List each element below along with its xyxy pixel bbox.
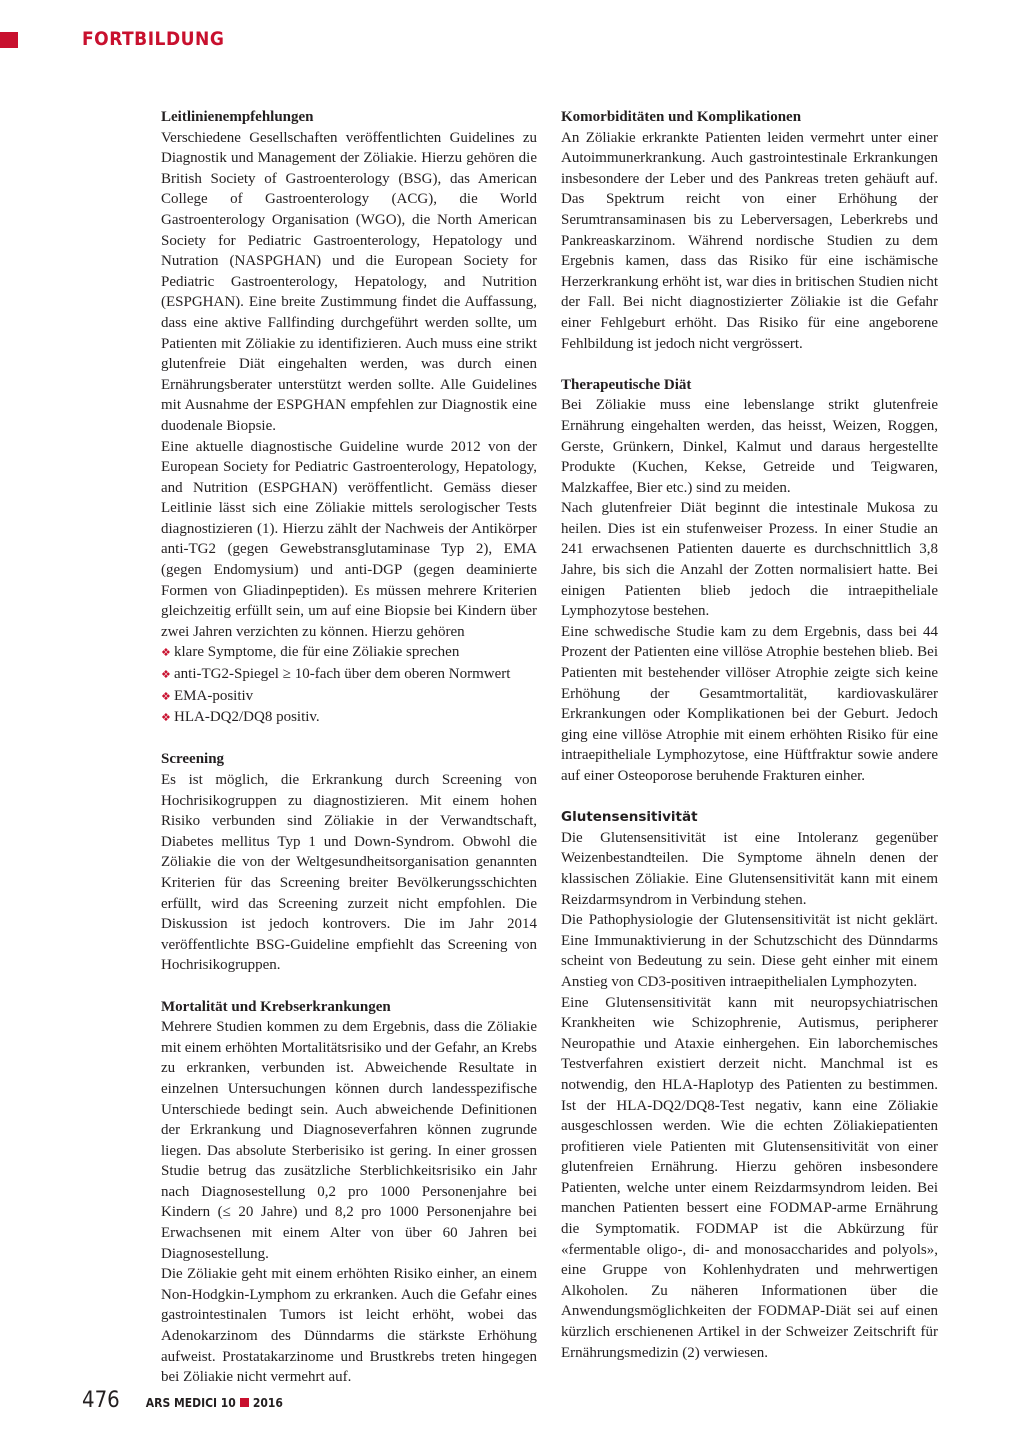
paragraph: Es ist möglich, die Erkrankung durch Screening von Hochrisikogruppen zu diagnostizieren. Mit einem hohen Risiko verbunden sind Zöliakie in der Verwandtschaft, Diabetes mellitus Typ 1 und Down-Syndrom. Obwohl die Zöliakie die von der Weltgesundheitsorganisation genannten Kriterien für das Screening breiter Bevölkerungsschichten erfüllt, wird das Screening zurzeit nicht empfohlen. Die Diskussion ist jedoch kontrovers. Die im Jahr 2014 veröffentlichte BSG-Guideline empfiehlt das Screening von Hochrisikogruppen. (161, 772, 537, 974)
heading-glutensensitivitaet: Glutensensitivität (561, 809, 698, 826)
paragraph: Nach glutenfreier Diät beginnt die intestinale Mukosa zu heilen. Dies ist ein stufenweiser Prozess. In einer Studie an 241 erwachsenen Patienten dauerte es durchschnittlich 3,8 Jahre, bis sich die Anzahl der Zotten normalisiert hatte. Bei einigen Patienten blieb jedoch die intraepitheliale Lymphozytose bestehen. (561, 500, 938, 620)
list-item (161, 664, 537, 686)
paragraph: Eine aktuelle diagnostische Guideline wurde 2012 von der European Society for Pediatric Gastroenterology, Hepatology, and Nutrition (ESPGHAN) veröffentlicht. Gemäss dieser Leitlinie lässt sich eine Zöliakie mittels serologischer Tests diagnostizieren (1). Hierzu zählt der Nachweis der Antikörper anti-TG2 (gegen Gewebstransglutaminase Typ 2), EMA (gegen Endomysium) und anti-DGP (gegen deaminierte Formen von Gliadinpeptiden). Es müssen mehrere Kriterien gleichzeitig erfüllt sein, um auf eine Biopsie bei Kindern über zwei Jahren verzichten zu können. Hierzu gehören (161, 438, 537, 640)
heading-therapeutische-diaet: Therapeutische Diät (561, 376, 692, 393)
footer-square-icon (240, 1398, 249, 1407)
paragraph: Bei Zöliakie muss eine lebenslange strikt glutenfreie Ernährung eingehalten werden, das heisst, Weizen, Roggen, Gerste, Grünkern, Dinkel, Kalmut und daraus hergestellte Produkte (Kuchen, Kekse, Getreide und Teigwaren, Malzkaffee, Bier etc.) sind zu meiden. (561, 397, 938, 496)
list-item-text: HLA-DQ2/DQ8 positiv. (174, 709, 320, 726)
list-item-text: klare Symptome, die für eine Zöliakie sprechen (174, 644, 460, 661)
diamond-bullet-icon: ❖ (161, 689, 171, 703)
list-item (161, 642, 537, 664)
journal-year: 2016 (252, 1396, 283, 1410)
list-item (161, 686, 537, 708)
diamond-bullet-icon: ❖ (161, 646, 171, 660)
paragraph: Mehrere Studien kommen zu dem Ergebnis, dass die Zöliakie mit einem erhöhten Mortalitätsrisiko und der Gefahr, an Krebs zu erkranken, verbunden ist. Abweichende Resultate in einzelnen Untersuchungen können durch landesspezifische Unterschiede bedingt sein. Auch abweichende Definitionen der Erkrankung und Diagnoseverfahren können zugrunde liegen. Das absolute Sterberisiko ist gering. In einer grossen Studie betrug das zusätzliche Sterblichkeitsrisiko ein Jahr nach Diagnosestellung 0,2 pro 1000 Personenjahre bei Kindern (≤ 20 Jahre) und 8,2 pro 1000 Personenjahre bei Erwachsenen mit einem Alter von über 60 Jahren bei Diagnosestellung. (161, 1019, 537, 1262)
list-item-text: anti-TG2-Spiegel ≥ 10-fach über dem oberen Normwert (174, 666, 511, 683)
heading-komorbiditaeten: Komorbiditäten und Komplikationen (561, 109, 802, 125)
paragraph: Eine schwedische Studie kam zu dem Ergebnis, dass bei 44 Prozent der Patienten eine villöse Atrophie bestehen blieb. Bei Patienten mit bestehender villöser Atrophie zeigte sich keine Erhöhung der Gesamtmortalität, kardiovaskulärer Erkrankungen oder Komplikationen bei der Geburt. Jedoch ging eine villöse Atrophie mit einem erhöhten Risiko für eine intraepitheliale Lymphozytose, eine Hüftfraktur sowie andere auf einer Osteoporose beruhende Frakturen einher. (561, 623, 938, 784)
paragraph: Die Zöliakie geht mit einem erhöhten Risiko einher, an einem Non-Hodgkin-Lymphom zu erkranken. Auch die Gefahr eines gastrointestinalen Tumors ist leicht erhöht, wobei das Adenokarzinom des Dünndarms die stärkste Erhöhung aufweist. Prostatakarzinome und Brustkrebs treten hingegen bei Zöliakie nicht vermehrt auf. (161, 1266, 537, 1386)
journal-name: ARS MEDICI 10 (145, 1396, 236, 1410)
left-column (161, 107, 537, 1388)
page-number: 476 (82, 1388, 120, 1413)
list-item-text: EMA-positiv (174, 687, 254, 704)
heading-screening: Screening (161, 751, 225, 768)
paragraph: An Zöliakie erkrankte Patienten leiden vermehrt unter einer Autoimmunerkrankung. Auch gastrointestinale Erkrankungen insbesondere der Leber und des Pankreas treten gehäuft auf. Das Spektrum reicht von einer Erhöhung der Serumtransaminasen bis zu Leberversagen, Leberkrebs und Pankreaskarzinom. Während nordische Studien zu dem Ergebnis kamen, dass das Risiko für eine ischämische Herzerkrankung erhöht ist, war dies in britischen Studien nicht der Fall. Bei nicht diagnostizierter Zöliakie ist die Gefahr einer Fehlgeburt erhöht. Das Risiko für eine angeborene Fehlbildung ist jedoch nicht vergrössert. (561, 129, 938, 352)
page-footer (82, 1388, 283, 1413)
paragraph: Die Pathophysiologie der Glutensensitivität ist nicht geklärt. Eine Immunaktivierung in der Schutzschicht des Dünndarms scheint von Bedeutung zu sein. Diese geht einher mit einem Anstieg von CD3-positiven intraepithelialen Lymphozyten. (561, 912, 938, 990)
heading-mortalitaet: Mortalität und Krebserkrankungen (161, 998, 391, 1015)
paragraph: Eine Glutensensitivität kann mit neuropsychiatrischen Krankheiten wie Schizophrenie, Autismus, peripherer Neuropathie und Ataxie einhergehen. Ein laborchemisches Testverfahren existiert derzeit nicht. Manchmal ist es notwendig, den HLA-Haplotyp des Patienten zu bestimmen. Ist der HLA-DQ2/DQ8-Test negativ, kann eine Zöliakie ausgeschlossen werden. Wie die echten Zöliakiepatienten profitieren viele Patienten mit Glutensensitivität von einer glutenfreien Ernährung. Hierzu gehören insbesondere Patienten, welche unter einem Reizdarmsyndrom leiden. Bei manchen Patienten bessert eine FODMAP-arme Ernährung die Symptomatik. FODMAP ist die Abkürzung für «fermentable oligo-, di- and monosaccharides and polyols», eine Gruppe von Kohlenhydraten und mehrwertigen Alkoholen. Zu näheren Informationen über die Anwendungsmöglichkeiten der FODMAP-Diät sei auf einen kürzlich erschienenen Artikel in der Schweizer Zeitschrift für Ernährungsmedizin (2) verwiesen. (561, 994, 938, 1361)
section-label: FORTBILDUNG (82, 28, 225, 50)
diamond-bullet-icon: ❖ (161, 668, 171, 682)
paragraph: Die Glutensensitivität ist eine Intoleranz gegenüber Weizenbestandteilen. Die Symptome ähneln denen der klassischen Zöliakie. Eine Glutensensitivität kann mit einem Reizdarmsyndrom in Verbindung stehen. (561, 829, 938, 908)
list-item (161, 707, 537, 729)
right-column (561, 107, 938, 1363)
header-accent-bar (0, 32, 18, 48)
paragraph: Verschiedene Gesellschaften veröffentlichten Guidelines zu Diagnostik und Management der Zöliakie. Hierzu gehören die British Society of Gastroenterology (BSG), das American College of Gastroenterology (ACG), die World Gastroenterology Organisation (WGO), die North American Society for Pediatric Gastroenterology, Hepatology und Nutration (NASPGHAN) und die European Society for Pediatric Gastroenterology, Hepatology, and Nutrition (ESPGHAN). Eine breite Zustimmung findet die Auffassung, dass eine aktive Fallfinding durchgeführt werden sollte, um Patienten mit Zöliakie zu identifizieren. Auch muss eine strikt glutenfreie Diät eingehalten werden, was durch einen Ernährungsberater unterstützt werden sollte. Alle Guidelines mit Ausnahme der ESPGHAN empfehlen zur Diagnostik eine duodenale Biopsie. (161, 129, 537, 434)
diamond-bullet-icon: ❖ (161, 711, 171, 725)
heading-leitlinien: Leitlinienempfehlungen (161, 109, 314, 125)
criteria-list (161, 642, 537, 728)
